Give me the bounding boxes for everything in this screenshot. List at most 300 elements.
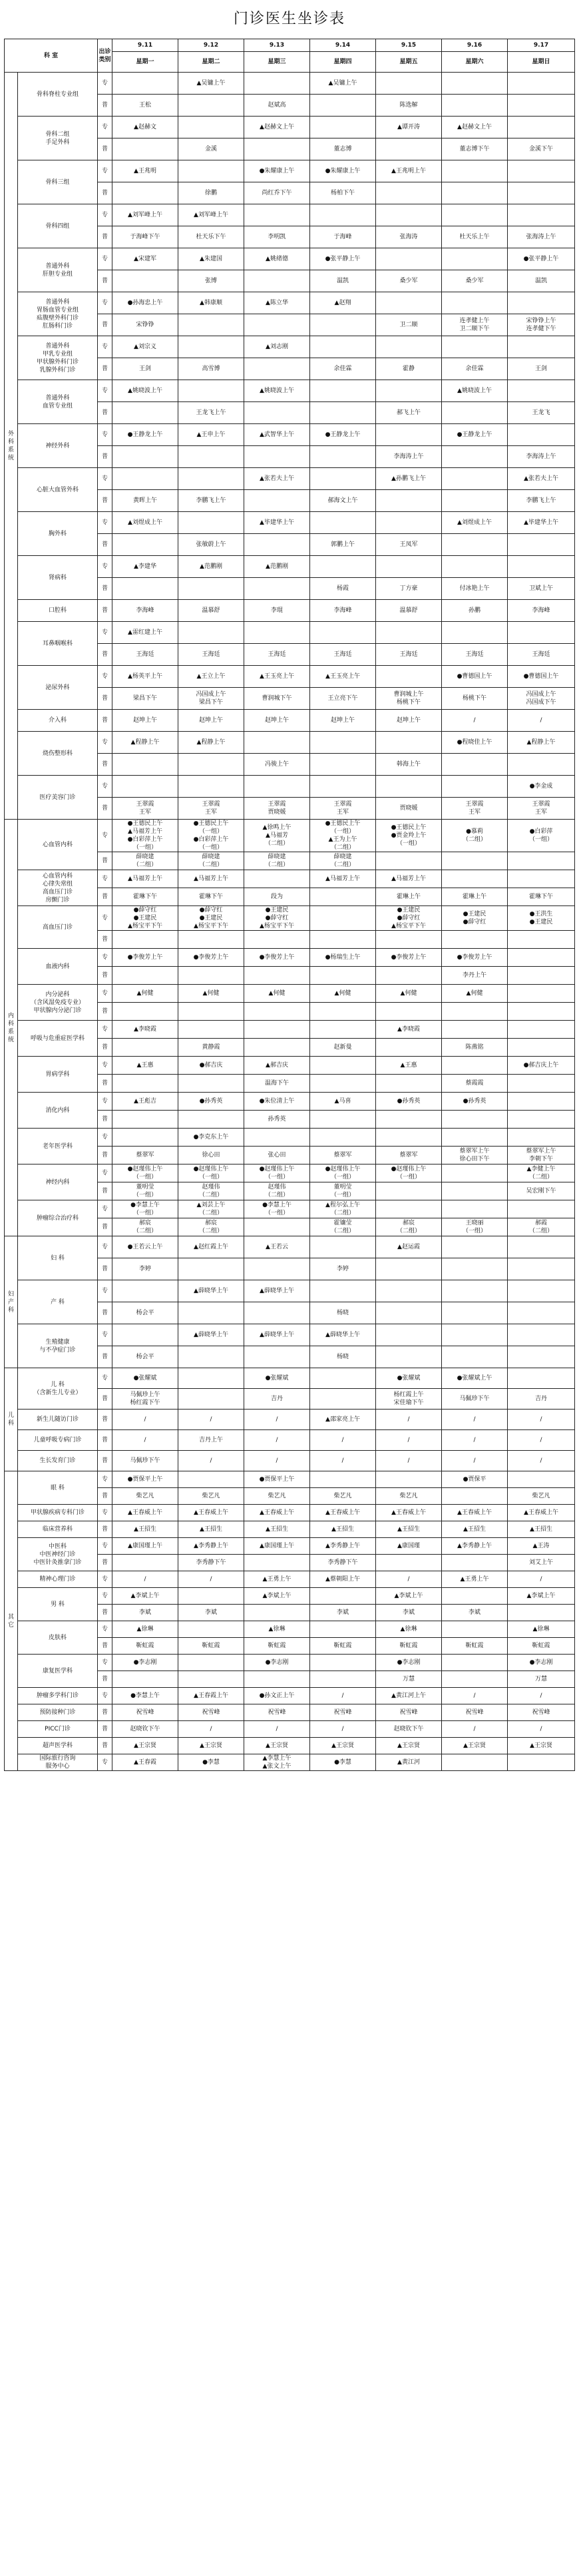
doctor-cell [244,1218,310,1236]
doctor-cell: ▲刘志刚 [244,336,310,358]
service-type: 专 [98,1471,112,1488]
doctor-cell [442,1200,508,1218]
date-header: 9.13 [244,39,310,52]
doctor-cell: 杨晓 [310,1346,376,1368]
service-type: 普 [98,1738,112,1754]
doctor-cell: / [244,1410,310,1430]
table-row [5,1093,575,1111]
doctor-cell [178,1621,244,1638]
doctor-cell: / [376,1571,442,1588]
department-name: 骨科三组 [18,160,98,204]
doctor-cell [442,248,508,270]
doctor-cell: 曹润城上午 杨桃下午 [376,688,442,710]
doctor-cell: / [508,1571,575,1588]
doctor-cell: ▲康国瑾 [376,1538,442,1555]
table-row [5,985,575,1003]
department-name: 心脏大血管外科 [18,468,98,512]
doctor-cell [508,117,575,138]
table-row [5,1754,575,1771]
doctor-cell: ▲王勇上午 [244,1571,310,1588]
doctor-cell: 靳虹霞 [508,1638,575,1655]
doctor-cell: ●白彩萍 （一组） [508,820,575,852]
department-name: 普通外科 肝胆专业组 [18,248,98,292]
department-name: 心血管内科 心律失常组 高血压门诊 房颤门诊 [18,870,98,906]
doctor-cell [178,336,244,358]
doctor-cell [112,1111,178,1129]
department-name: 呼吸与危重症医学科 [18,1021,98,1057]
doctor-cell: ●王若云上午 [112,1236,178,1258]
doctor-cell: 王晓丽 （一组） [442,1218,508,1236]
doctor-cell [310,1129,376,1147]
service-type: 专 [98,1655,112,1671]
doctor-cell [442,1302,508,1324]
doctor-cell: / [376,1410,442,1430]
service-type: 专 [98,73,112,95]
service-type: 普 [98,644,112,666]
doctor-cell: 王翠霞 王军 [178,798,244,820]
doctor-cell: ▲黄江河 [376,1754,442,1771]
doctor-cell [442,870,508,888]
doctor-cell: 韩海上午 [376,754,442,776]
doctor-cell: 杨桃下午 [442,688,508,710]
doctor-cell [508,1075,575,1093]
doctor-cell: ▲马福芳上午 [310,870,376,888]
doctor-cell: ●王德民上午 ▲马福芳上午 ●白彩萍上午 （一组） [112,820,178,852]
doctor-cell: ▲薛晓华上午 [178,1280,244,1302]
doctor-cell: 靳虹霞 [310,1638,376,1655]
doctor-cell [178,1346,244,1368]
doctor-cell [442,1555,508,1571]
doctor-cell [178,380,244,402]
table-row [5,292,575,314]
department-name: 超声医学科 [18,1738,98,1754]
doctor-cell [244,270,310,292]
doctor-cell: 李海涛上午 [376,446,442,468]
doctor-cell: ▲王兆明上午 [376,160,442,182]
doctor-cell: 王翠霞 王军 [508,798,575,820]
doctor-cell [442,1236,508,1258]
table-row [5,870,575,888]
doctor-cell: 孙鹏 [442,600,508,622]
doctor-cell [244,931,310,949]
doctor-cell: 郝海文上午 [310,490,376,512]
doctor-cell [376,852,442,870]
doctor-cell: ●赵瑾伟上午 （一组） [310,1164,376,1182]
doctor-cell: ●王德民上午 （一组） ●白彩萍上午 （一组） [178,820,244,852]
doctor-cell [112,534,178,556]
doctor-cell [376,1039,442,1057]
date-header: 9.14 [310,39,376,52]
doctor-cell [442,446,508,468]
service-type: 普 [98,1111,112,1129]
doctor-cell [442,1129,508,1147]
department-name: 精神心理门诊 [18,1571,98,1588]
doctor-cell: 柴艺凡 [376,1488,442,1505]
service-type: 普 [98,578,112,600]
table-row [5,732,575,754]
service-type: 普 [98,1555,112,1571]
doctor-cell: 祝雪峰 [178,1704,244,1721]
doctor-cell: ●李金成 [508,776,575,798]
doctor-cell: 霍琳下午 [112,888,178,906]
doctor-cell: ▲薛晓华上午 [244,1324,310,1346]
doctor-cell: ▲何健 [376,985,442,1003]
doctor-cell [376,512,442,534]
table-row [5,1505,575,1521]
doctor-cell: ▲毕建华上午 [244,512,310,534]
department-name: 肿瘤多学科门诊 [18,1688,98,1704]
doctor-cell: 蔡翠军 [310,1147,376,1164]
doctor-cell [178,1671,244,1688]
doctor-cell [442,1346,508,1368]
doctor-cell [376,1324,442,1346]
doctor-cell: ●李俊芳上午 [442,949,508,967]
doctor-cell [310,446,376,468]
doctor-cell: ▲徐琳 [508,1621,575,1638]
table-row [5,1280,575,1302]
doctor-cell: 王海廷 [310,644,376,666]
doctor-cell: ▲何健 [112,985,178,1003]
doctor-cell: 李斌 [376,1605,442,1621]
doctor-cell [310,967,376,985]
service-type: 专 [98,1280,112,1302]
doctor-cell [376,666,442,688]
doctor-cell: 赵晓钦下午 [376,1721,442,1738]
doctor-cell: 霍静 [376,358,442,380]
service-type: 普 [98,1410,112,1430]
doctor-cell [178,776,244,798]
doctor-cell: 金溪 [178,138,244,160]
doctor-cell [442,1057,508,1075]
doctor-cell [442,292,508,314]
doctor-cell: ▲赵红霞上午 [178,1236,244,1258]
department-name: 普通外科 胃肠血管专业组 疝腹壁外科门诊 肛肠科门诊 [18,292,98,336]
doctor-cell: ●贾保平上午 [244,1471,310,1488]
doctor-cell: ▲赵翔 [310,292,376,314]
table-row [5,820,575,852]
service-type: 普 [98,1389,112,1410]
doctor-cell [112,1324,178,1346]
doctor-cell [508,1003,575,1021]
doctor-cell [442,1671,508,1688]
doctor-cell: ▲雷红建上午 [112,622,178,644]
doctor-cell: 李斌 [178,1605,244,1621]
doctor-cell: ▲王招生 [112,1521,178,1538]
doctor-cell: ▲王招生 [178,1521,244,1538]
doctor-cell: ●王洪生 ●王建民 [508,906,575,931]
doctor-cell [508,949,575,967]
doctor-cell: / [112,1571,178,1588]
doctor-cell: 李海峰 [508,600,575,622]
service-type: 普 [98,1075,112,1093]
category-label: 妇 产 科 [5,1236,18,1368]
doctor-cell [376,490,442,512]
table-row [5,556,575,578]
doctor-cell: 马佩珍下午 [442,1389,508,1410]
doctor-cell: 高雪博 [178,358,244,380]
doctor-cell: ▲王玉亮上午 [310,666,376,688]
doctor-cell [442,622,508,644]
doctor-cell: 王松 [112,95,178,117]
doctor-cell: ▲郝吉庆 [244,1057,310,1075]
doctor-cell: 王龙飞上午 [178,402,244,424]
doctor-cell [376,1302,442,1324]
doctor-cell: ▲黄江河上午 [376,1688,442,1704]
doctor-cell: ▲王宗贤 [442,1738,508,1754]
doctor-cell: ▲赵赫文上午 [244,117,310,138]
doctor-cell: / [178,1451,244,1471]
doctor-cell: 郝宸 （二组） [178,1218,244,1236]
doctor-cell: ●曹德国上午 [442,666,508,688]
doctor-cell: / [310,1721,376,1738]
doctor-cell: 蔡翠军上午 徐心田下午 [442,1147,508,1164]
doctor-cell: ▲姚晓波上午 [244,380,310,402]
doctor-cell: 王凤军 [376,534,442,556]
doctor-cell [244,1605,310,1621]
service-type: 专 [98,1093,112,1111]
doctor-cell: 王剑 [112,358,178,380]
service-type: 普 [98,1039,112,1057]
doctor-cell [112,182,178,204]
doctor-cell: ▲王招生 [310,1521,376,1538]
service-type: 专 [98,622,112,644]
doctor-cell: 赵坤上午 [178,710,244,732]
doctor-cell: 王海廷 [508,644,575,666]
table-row [5,1430,575,1451]
doctor-cell [244,1671,310,1688]
doctor-cell: 孙秀英 [244,1111,310,1129]
doctor-cell: 杨红霞上午 宋佳瑜下午 [376,1389,442,1410]
service-type: 普 [98,931,112,949]
department-name: 骨科二组 手足外科 [18,117,98,160]
service-type: 普 [98,446,112,468]
doctor-cell [310,1236,376,1258]
doctor-cell: 王海廷 [376,644,442,666]
service-type: 普 [98,314,112,336]
doctor-cell: ●张平静上午 [508,248,575,270]
doctor-cell: ▲李斌上午 [112,1588,178,1605]
service-type: 普 [98,967,112,985]
table-row [5,1621,575,1638]
doctor-cell: ●李志刚 [376,1655,442,1671]
doctor-cell [508,1129,575,1147]
service-type: 专 [98,1164,112,1182]
service-type: 专 [98,949,112,967]
doctor-cell: / [244,1451,310,1471]
doctor-cell: ▲薛晓华上午 [178,1324,244,1346]
doctor-cell: ▲赵赫文 [112,117,178,138]
doctor-cell [178,1588,244,1605]
doctor-cell: ●王建民 ●薛守红 ▲杨宝平下午 [376,906,442,931]
doctor-cell: ●贾保平上午 [112,1471,178,1488]
doctor-cell: ▲徐琳 [376,1621,442,1638]
table-row [5,424,575,446]
table-row [5,160,575,182]
doctor-cell [244,73,310,95]
doctor-cell: ▲王春威上午 [178,1505,244,1521]
doctor-cell: 杨晓 [310,1302,376,1324]
doctor-cell [112,1671,178,1688]
doctor-cell [178,1258,244,1280]
doctor-cell [112,468,178,490]
doctor-cell: ▲陈立华 [244,292,310,314]
doctor-cell [112,270,178,292]
department-name: 生长发育门诊 [18,1451,98,1471]
doctor-cell: ▲蔡朝阳上午 [310,1571,376,1588]
doctor-cell: / [178,1721,244,1738]
doctor-cell [112,138,178,160]
doctor-cell [376,1200,442,1218]
doctor-cell: 马佩珍上午 杨红霞下午 [112,1389,178,1410]
doctor-cell: 温海下午 [244,1075,310,1093]
doctor-cell [310,1368,376,1389]
table-row [5,1588,575,1605]
doctor-cell [376,1075,442,1093]
service-type: 普 [98,226,112,248]
doctor-cell: 李婷 [112,1258,178,1280]
doctor-cell [310,776,376,798]
doctor-cell: ▲武智华上午 [244,424,310,446]
doctor-cell [442,1655,508,1671]
doctor-cell: ▲姚绪德 [244,248,310,270]
doctor-cell: 尚红乔下午 [244,182,310,204]
doctor-cell: ▲李秀静上午 [178,1538,244,1555]
table-row [5,1704,575,1721]
doctor-cell: 万慧 [508,1671,575,1688]
department-name: 妇 科 [18,1236,98,1280]
doctor-cell: ▲刘芸上午 （二组） [178,1200,244,1218]
doctor-cell: ▲王宗贤 [310,1738,376,1754]
doctor-cell: 郝宸 （二组） [376,1218,442,1236]
table-row [5,666,575,688]
doctor-cell [178,578,244,600]
department-name: 甲状腺疾病专科门诊 [18,1505,98,1521]
department-name: 男 科 [18,1588,98,1621]
doctor-cell [376,1471,442,1488]
service-type: 专 [98,1021,112,1039]
service-type: 专 [98,248,112,270]
service-type: 普 [98,600,112,622]
doctor-cell [178,95,244,117]
doctor-cell [310,1111,376,1129]
department-name: 老年医学科 [18,1129,98,1164]
service-type: 专 [98,1057,112,1075]
doctor-cell: 丁方豪 [376,578,442,600]
department-name: PICC门诊 [18,1721,98,1738]
doctor-cell: / [508,1430,575,1451]
doctor-cell [310,1471,376,1488]
doctor-cell: 曹润城下午 [244,688,310,710]
doctor-cell [508,160,575,182]
doctor-cell: 杜天乐下午 [178,226,244,248]
type-column-header: 出诊类别 [98,39,112,73]
doctor-cell: ●贾保平 [442,1471,508,1488]
service-type: 普 [98,358,112,380]
doctor-cell [178,446,244,468]
doctor-cell: 温凯 [508,270,575,292]
service-type: 普 [98,534,112,556]
doctor-cell: ●李俊芳上午 [178,949,244,967]
doctor-cell: 董明莹 （一组） [310,1182,376,1200]
service-type: 普 [98,1488,112,1505]
doctor-cell: ▲吴镛上午 [178,73,244,95]
doctor-cell [178,967,244,985]
doctor-cell [112,776,178,798]
doctor-cell: 柴艺凡 [508,1488,575,1505]
department-name: 普通外科 血管专业组 [18,380,98,424]
table-row [5,336,575,358]
doctor-cell: 祝雪峰 [508,1704,575,1721]
doctor-cell: / [508,1451,575,1471]
doctor-cell: ▲王宗贤 [112,1738,178,1754]
doctor-cell [376,776,442,798]
service-type: 专 [98,732,112,754]
doctor-cell: 于海峰下午 [112,226,178,248]
category-label: 儿 科 [5,1368,18,1471]
schedule-body [5,73,575,1771]
table-row [5,468,575,490]
doctor-cell [112,1075,178,1093]
department-name: 血液内科 [18,949,98,985]
doctor-cell [178,1003,244,1021]
department-name: 儿 科 （含新生儿专业） [18,1368,98,1410]
doctor-cell: ●孙文正上午 [244,1688,310,1704]
doctor-cell [112,578,178,600]
doctor-cell [310,95,376,117]
doctor-cell: / [244,1430,310,1451]
service-type: 普 [98,1704,112,1721]
doctor-cell [178,1111,244,1129]
service-type: 专 [98,1588,112,1605]
doctor-cell: ●赵瑾伟上午 （一组） [376,1164,442,1182]
doctor-cell: 靳虹霞 [442,1638,508,1655]
service-type: 专 [98,204,112,226]
doctor-cell: ▲王春威上午 [112,1505,178,1521]
department-name: 胸外科 [18,512,98,556]
doctor-cell: / [442,1688,508,1704]
doctor-cell: ●王静龙上午 [112,424,178,446]
service-type: 专 [98,1538,112,1555]
service-type: 专 [98,468,112,490]
table-row [5,1655,575,1671]
doctor-cell: 黄静霞 [178,1039,244,1057]
table-row [5,1324,575,1346]
doctor-cell: ▲马喜 [310,1093,376,1111]
doctor-cell [508,852,575,870]
doctor-cell: ▲毕建华上午 [508,512,575,534]
doctor-cell: ●张平静上午 [310,248,376,270]
doctor-cell: 祝雪峰 [442,1704,508,1721]
doctor-cell [442,556,508,578]
doctor-cell: ▲徐琳 [112,1621,178,1638]
service-type: 普 [98,95,112,117]
doctor-cell: 薛晓建 （二组） [244,852,310,870]
table-row [5,710,575,732]
doctor-cell: 吉丹 [244,1389,310,1410]
department-name: 普通外科 甲乳专业组 甲状腺外科门诊 乳腺外科门诊 [18,336,98,380]
doctor-cell [376,1111,442,1129]
doctor-cell [376,204,442,226]
weekday-header: 星期六 [442,52,508,73]
doctor-cell [508,204,575,226]
doctor-cell: 李海峰 [112,600,178,622]
doctor-cell [112,402,178,424]
doctor-cell: 宋铮铮上午 连孝健下午 [508,314,575,336]
doctor-cell: 赵晓钦下午 [112,1721,178,1738]
doctor-cell [310,314,376,336]
doctor-cell: ▲姚晓波上午 [442,380,508,402]
doctor-cell: 陈选解 [376,95,442,117]
